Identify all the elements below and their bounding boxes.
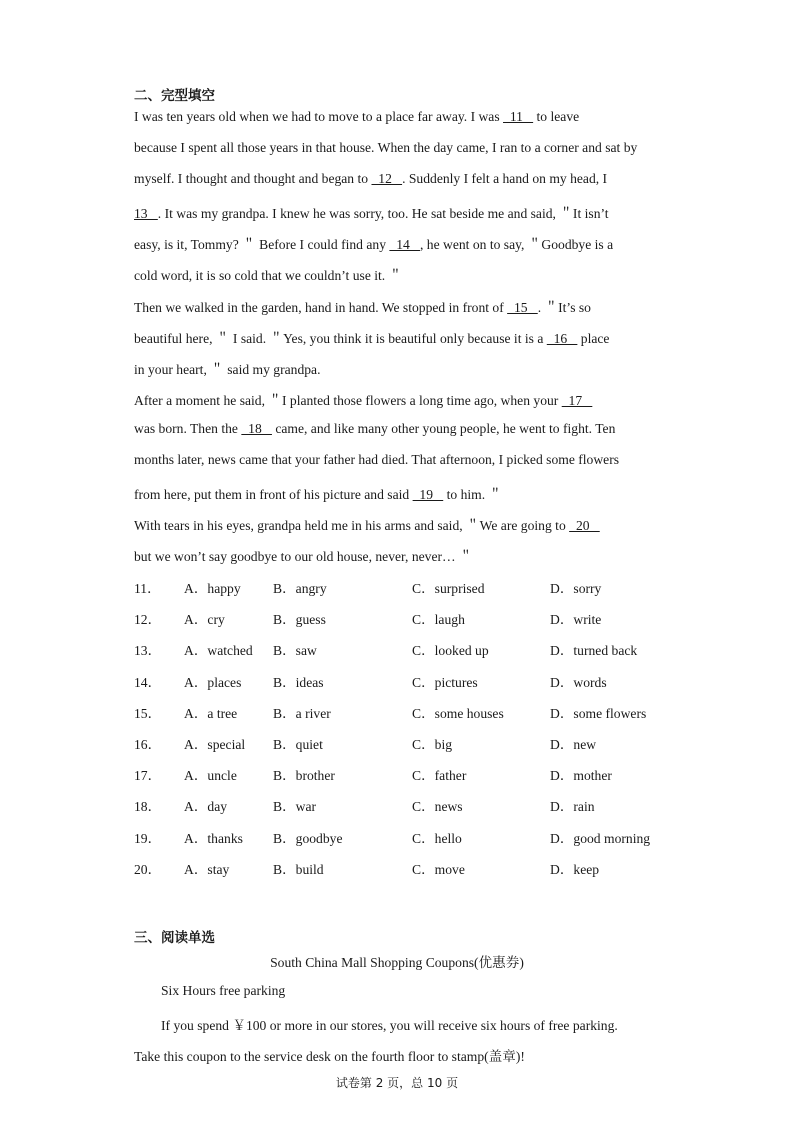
option-a[interactable]: A．uncle xyxy=(184,768,237,784)
option-d[interactable]: D．new xyxy=(550,737,597,752)
passage-line xyxy=(134,358,321,378)
passage-line xyxy=(134,140,637,156)
option-b[interactable]: B．brother xyxy=(273,768,335,784)
option-row xyxy=(134,858,694,876)
question-number: 16． xyxy=(134,737,162,752)
passage-line xyxy=(134,452,619,468)
option-b[interactable]: B．saw xyxy=(273,643,317,659)
option-a[interactable]: A．day xyxy=(184,799,228,815)
question-number: 15． xyxy=(134,705,162,721)
option-b[interactable]: B．a river xyxy=(273,705,331,721)
coupon-title: South China Mall Shopping Coupons(优惠券) xyxy=(270,955,524,970)
passage-text: . It was my grandpa. I knew he was sorry, too. He sat beside me and said, ＂It isn’t xyxy=(157,206,609,221)
answer-blank: 17 xyxy=(561,393,593,408)
question-number: 12． xyxy=(134,612,162,628)
passage-text: but we won’t say goodbye to our old house, never, never… ＂ xyxy=(134,549,473,564)
question-number: 19． xyxy=(134,830,162,846)
passage-line xyxy=(134,171,607,187)
option-d[interactable]: D．write xyxy=(550,612,602,628)
passage-text: months later, news came that your father had died. That afternoon, I picked some flowers xyxy=(134,452,620,467)
passage-text: because I spent all those years in that house. When the day came, I ran to a corner and sat by xyxy=(134,140,638,155)
coupon-paragraph-2: Take this coupon to the service desk on the fourth floor to stamp(盖章)! xyxy=(134,1049,525,1064)
option-c[interactable]: C．laugh xyxy=(412,612,465,628)
answer-blank: 13 xyxy=(134,206,158,221)
option-b[interactable]: B．quiet xyxy=(273,737,323,752)
passage-line xyxy=(134,264,402,284)
passage-text: cold word, it is so cold that we couldn’t use it. ＂ xyxy=(134,268,403,283)
passage-text: , he went on to say, ＂Goodbye is a xyxy=(419,237,614,252)
passage-line xyxy=(134,327,609,347)
section-heading-reading: 三、阅读单选 xyxy=(134,930,215,946)
question-number: 11． xyxy=(134,581,161,596)
question-number: 18． xyxy=(134,799,162,815)
passage-text: I was ten years old when we had to move to a place far away. I was xyxy=(134,109,504,124)
question-number: 20． xyxy=(134,861,162,877)
option-b[interactable]: B．guess xyxy=(273,612,326,628)
passage-text: myself. I thought and thought and began to xyxy=(134,171,372,186)
option-row xyxy=(134,577,694,595)
passage-text: in your heart, ＂ said my grandpa. xyxy=(134,362,321,377)
answer-blank: 18 xyxy=(241,421,272,436)
passage-text: came, and like many other young people, he went to fight. Ten xyxy=(271,421,616,436)
option-row xyxy=(134,702,694,720)
answer-blank: 14 xyxy=(389,237,420,252)
passage-line xyxy=(134,389,592,409)
option-a[interactable]: A．cry xyxy=(184,612,225,628)
page-footer: 试卷第 2 页，总 10 页 xyxy=(335,1076,459,1090)
option-c[interactable]: C．news xyxy=(412,799,463,815)
answer-blank: 20 xyxy=(569,518,600,533)
passage-text: was born. Then the xyxy=(134,421,242,436)
option-c[interactable]: C．surprised xyxy=(412,581,485,596)
passage-text: from here, put them in front of his picture and said xyxy=(134,487,413,502)
option-b[interactable]: B．angry xyxy=(273,581,327,596)
option-row xyxy=(134,639,694,657)
passage-text: easy, is it, Tommy? ＂ Before I could find any xyxy=(134,237,390,252)
passage-line xyxy=(134,109,579,125)
passage-line xyxy=(134,483,502,503)
answer-blank: 11 xyxy=(503,109,534,124)
passage-line xyxy=(134,233,613,253)
option-c[interactable]: C．pictures xyxy=(412,674,478,690)
passage-line xyxy=(134,514,600,534)
option-b[interactable]: B．goodbye xyxy=(273,830,343,846)
option-a[interactable]: A．stay xyxy=(184,861,230,877)
passage-text: . Suddenly I felt a hand on my head, I xyxy=(402,171,608,186)
passage-text: . ＂It’s so xyxy=(537,300,591,315)
passage-text: After a moment he said, ＂I planted those flowers a long time ago, when your xyxy=(134,393,562,408)
option-d[interactable]: D．turned back xyxy=(550,643,638,659)
passage-text: to leave xyxy=(533,109,580,124)
passage-line xyxy=(134,545,473,565)
option-a[interactable]: A．a tree xyxy=(184,705,238,721)
passage-text: place xyxy=(577,331,610,346)
option-b[interactable]: B．build xyxy=(273,861,324,877)
option-b[interactable]: B．ideas xyxy=(273,674,324,690)
option-c[interactable]: C．looked up xyxy=(412,643,489,659)
passage-text: beautiful here, ＂ I said. ＂Yes, you think it is beautiful only because it is a xyxy=(134,331,547,346)
passage-line xyxy=(134,296,591,316)
answer-blank: 12 xyxy=(371,171,403,186)
option-a[interactable]: A．special xyxy=(184,737,246,752)
option-b[interactable]: B．war xyxy=(273,799,317,815)
option-c[interactable]: C．move xyxy=(412,861,465,877)
option-d[interactable]: D．rain xyxy=(550,799,595,815)
option-row xyxy=(134,764,694,782)
coupon-subtitle: Six Hours free parking xyxy=(161,983,286,998)
option-c[interactable]: C．hello xyxy=(412,830,462,846)
option-d[interactable]: D．words xyxy=(550,674,607,690)
option-d[interactable]: D．keep xyxy=(550,861,600,877)
answer-blank: 15 xyxy=(507,300,538,315)
question-number: 13． xyxy=(134,643,162,659)
coupon-paragraph-1: If you spend ￥100 or more in our stores, you will receive six hours of free parking. xyxy=(161,1018,618,1033)
question-number: 14． xyxy=(134,674,162,690)
option-d[interactable]: D．good morning xyxy=(550,830,651,846)
passage-line xyxy=(134,421,615,437)
option-c[interactable]: C．father xyxy=(412,768,467,784)
section-heading-cloze: 二、完型填空 xyxy=(134,88,215,104)
passage-text: to him. ＂ xyxy=(443,487,503,502)
option-d[interactable]: D．some flowers xyxy=(550,705,647,721)
passage-text: With tears in his eyes, grandpa held me in his arms and said, ＂We are going to xyxy=(134,518,570,533)
option-row xyxy=(134,671,694,689)
option-c[interactable]: C．big xyxy=(412,737,453,752)
option-c[interactable]: C．some houses xyxy=(412,705,504,721)
question-number: 17． xyxy=(134,768,162,784)
option-row xyxy=(134,795,694,813)
option-row xyxy=(134,608,694,626)
passage-line xyxy=(134,202,609,222)
passage-text: Then we walked in the garden, hand in hand. We stopped in front of xyxy=(134,300,508,315)
option-d[interactable]: D．mother xyxy=(550,768,612,784)
option-row xyxy=(134,827,694,845)
option-a[interactable]: A．places xyxy=(184,674,242,690)
option-a[interactable]: A．thanks xyxy=(184,830,243,846)
option-row xyxy=(134,733,694,751)
answer-blank: 19 xyxy=(412,487,444,502)
option-a[interactable]: A．happy xyxy=(184,581,241,596)
option-d[interactable]: D．sorry xyxy=(550,581,602,596)
answer-blank: 16 xyxy=(546,331,578,346)
option-a[interactable]: A．watched xyxy=(184,643,253,659)
